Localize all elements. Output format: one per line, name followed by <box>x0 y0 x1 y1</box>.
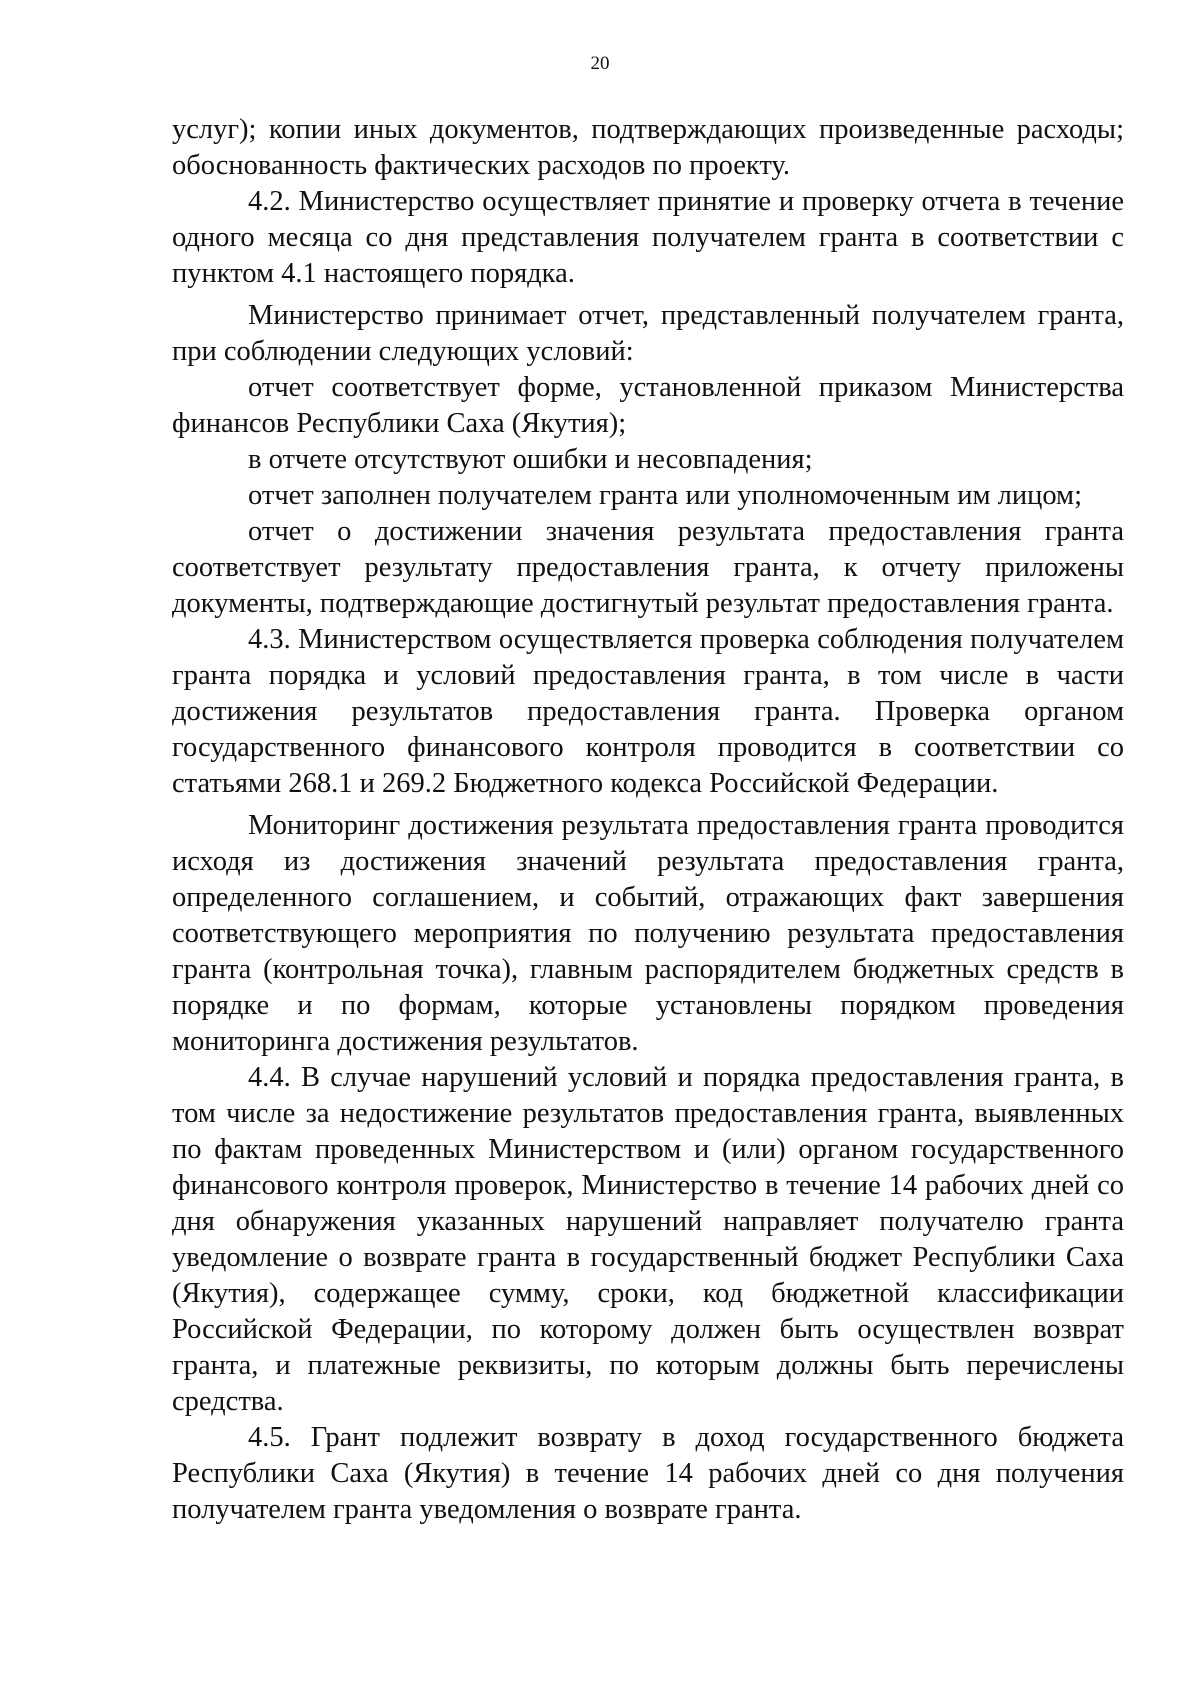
page-number: 20 <box>590 53 610 74</box>
paragraph-4-3: 4.3. Министерством осуществляется проверка соблюдения получателем гранта порядка и условий предоставления гранта, в том числе в части достижения результатов предоставления гранта. Проверка органом государственного финансового контроля проводится в соответствии со статьями 268.1 и 269.2 Бюджетного кодекса Российской Федерации. <box>172 624 1124 799</box>
condition-result: отчет о достижении значения результата предоставления гранта соответствует результату предоставления гранта, к отчету приложены документы, подтверждающие достигнутый результат предоставления гранта. <box>172 516 1124 619</box>
condition-filled-by: отчет заполнен получателем гранта или уполномоченным им лицом; <box>248 480 1083 511</box>
paragraph-4-5: 4.5. Грант подлежит возврату в доход государственного бюджета Республики Саха (Якутия) в течение 14 рабочих дней со дня получения получателем гранта уведомления о возврате гранта. <box>172 1422 1124 1525</box>
paragraph-4-4: 4.4. В случае нарушений условий и порядка предоставления гранта, в том числе за недостижение результатов предоставления гранта, выявленных по фактам проведенных Министерством и (или) органом государственного финансового контроля проверок, Министерство в течение 14 рабочих дней со дня обнаружения указанных нарушений направляет получателю гранта уведомление о возврате гранта в государственный бюджет Республики Саха (Якутия), содержащее сумму, сроки, код бюджетной классификации Российской Федерации, по которому должен быть осуществлен возврат гранта, и платежные реквизиты, по которым должны быть перечислены средства. <box>172 1062 1124 1417</box>
paragraph-monitoring: Мониторинг достижения результата предоставления гранта проводится исходя из достижения значений результата предоставления гранта, определенного соглашением, и событий, отражающих факт завершения соответствующего мероприятия по получению результата предоставления гранта (контрольная точка), главным распорядителем бюджетных средств в порядке и по формам, которые установлены порядком проведения мониторинга достижения результатов. <box>172 810 1124 1057</box>
condition-form: отчет соответствует форме, установленной приказом Министерства финансов Республики Саха (Якутия); <box>172 372 1124 439</box>
paragraph-report-acceptance: Министерство принимает отчет, представленный получателем гранта, при соблюдении следующих условий: <box>172 300 1124 367</box>
paragraph-4-2: 4.2. Министерство осуществляет принятие и проверку отчета в течение одного месяца со дня представления получателем гранта в соответствии с пунктом 4.1 настоящего порядка. <box>172 186 1124 289</box>
document-body <box>172 112 1124 1528</box>
condition-no-errors: в отчете отсутствуют ошибки и несовпадения; <box>248 444 813 475</box>
paragraph-continuation: услуг); копии иных документов, подтверждающих произведенные расходы; обоснованность фактических расходов по проекту. <box>172 114 1124 181</box>
